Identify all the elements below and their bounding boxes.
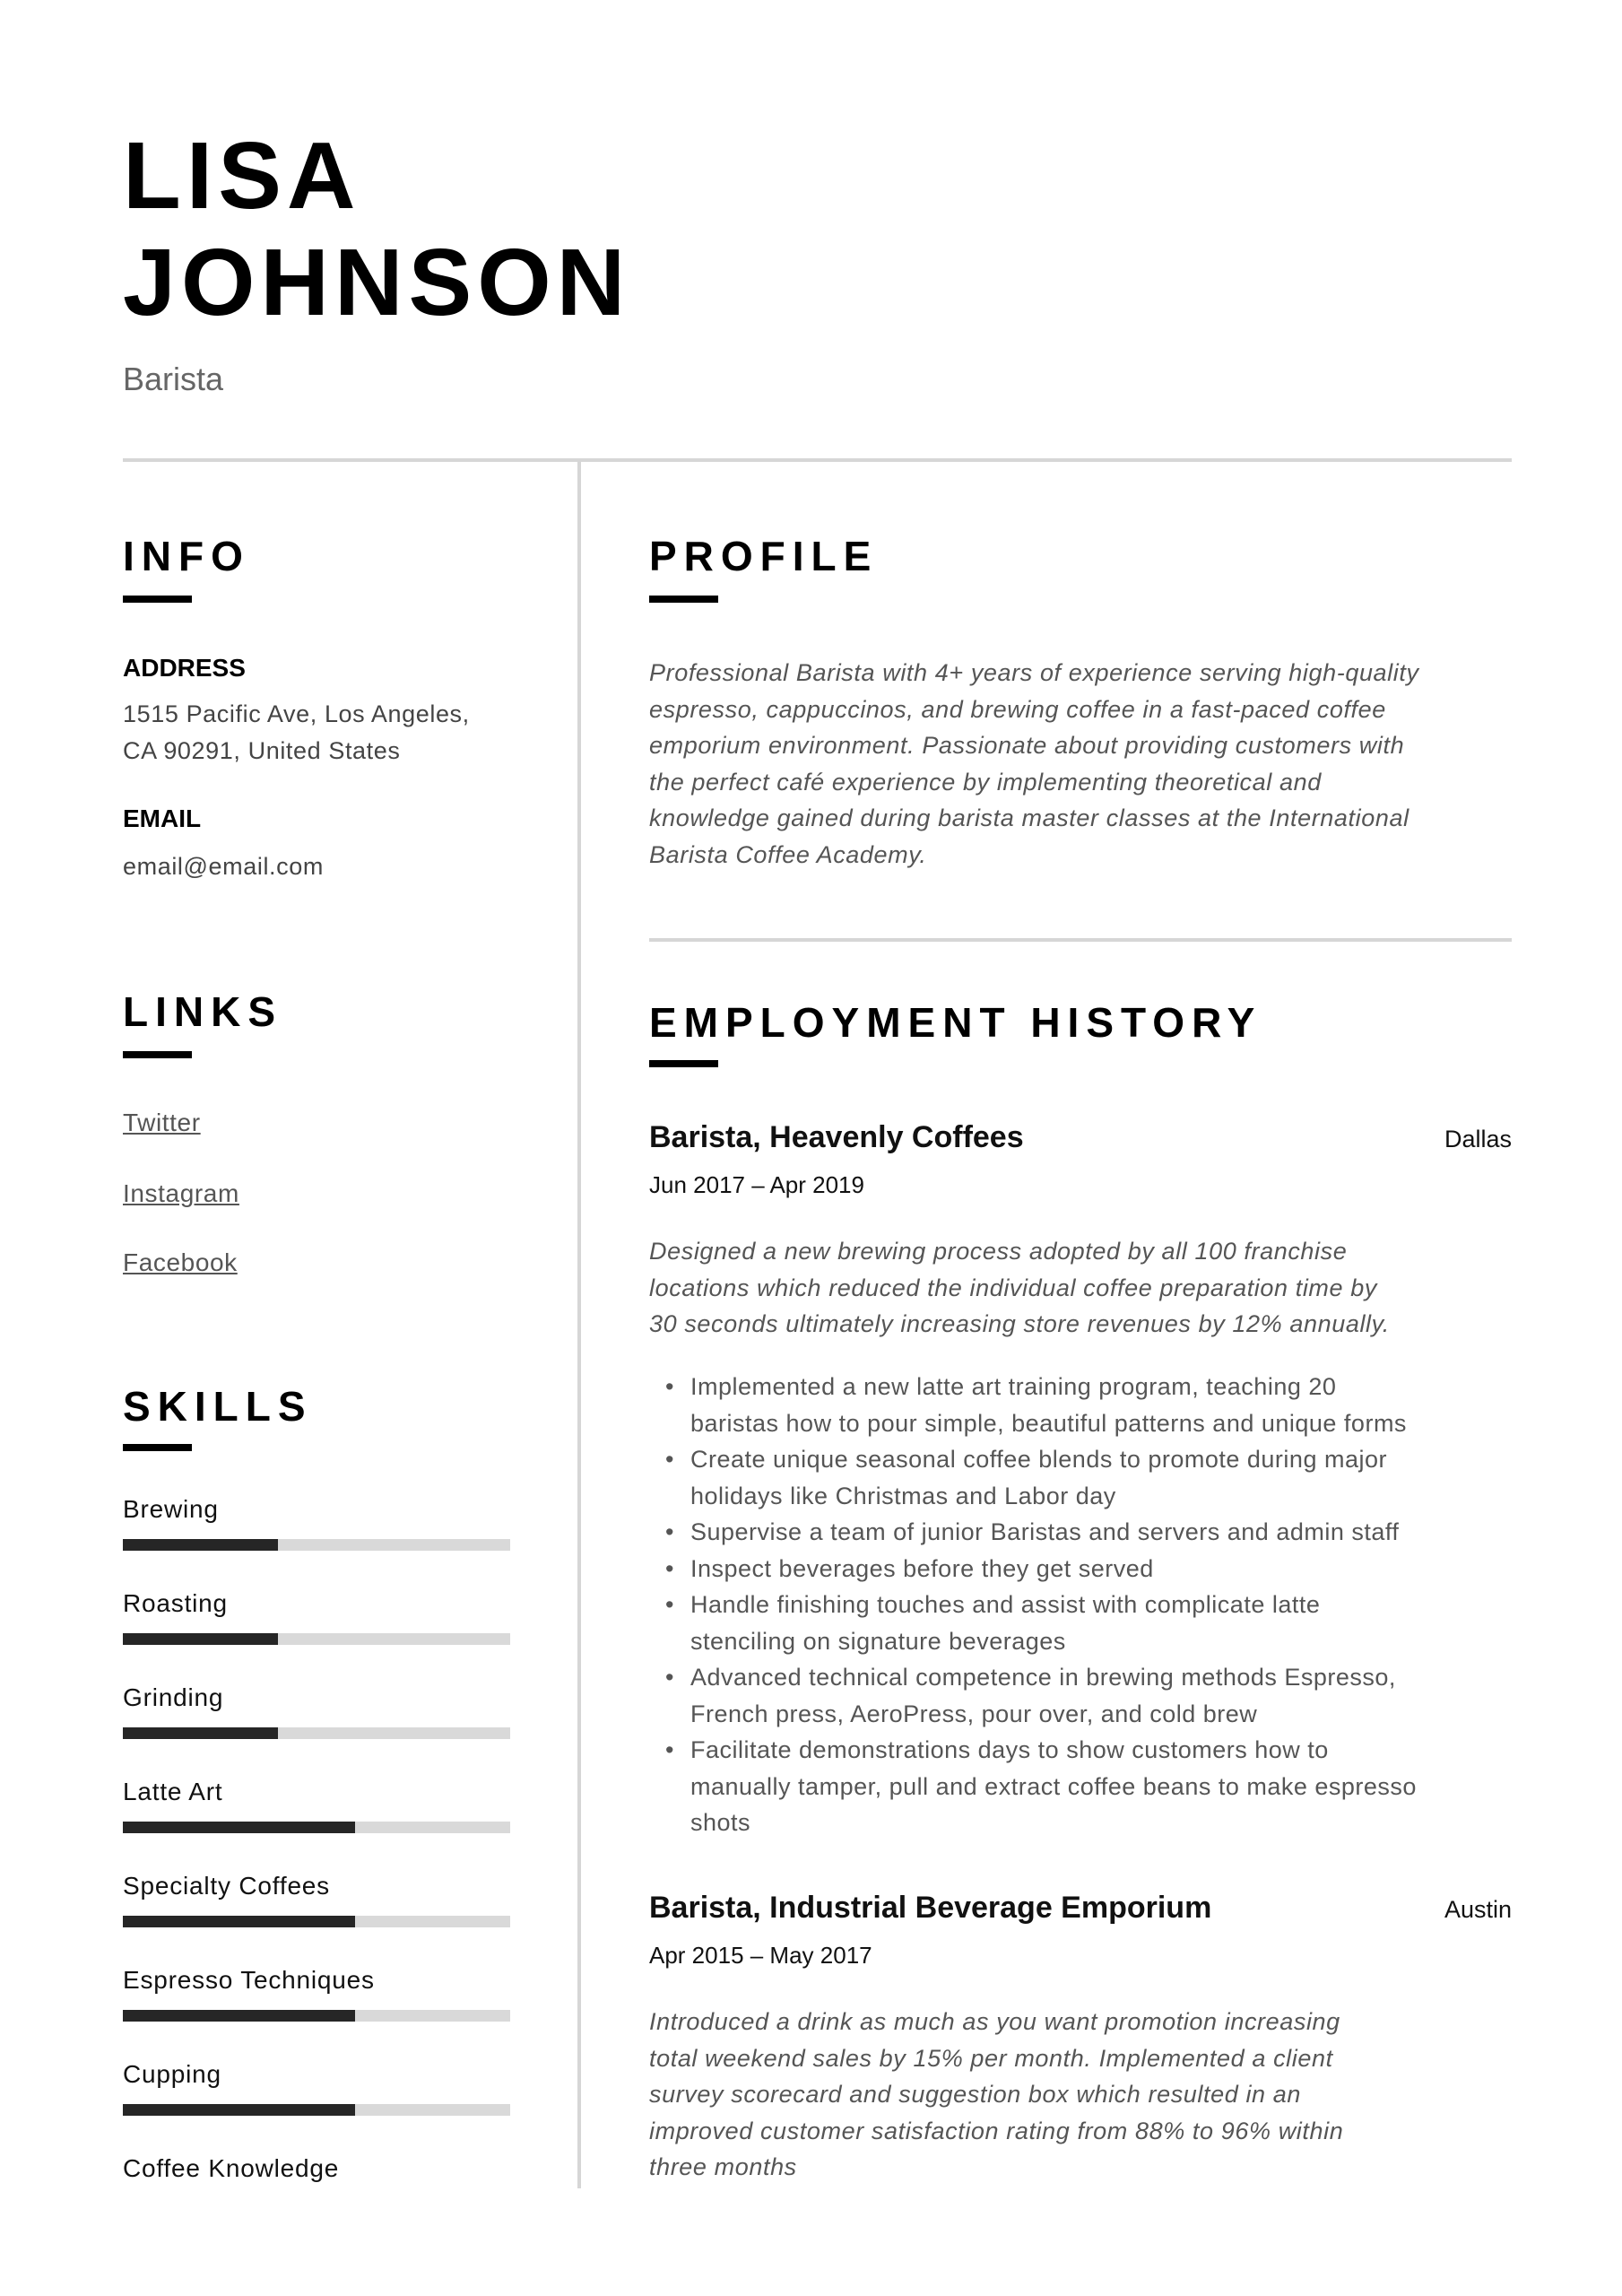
skill-level-bar xyxy=(123,1539,510,1551)
job-dates: Jun 2017 – Apr 2019 xyxy=(649,1171,864,1198)
skill-level-bar xyxy=(123,1822,510,1833)
skill-label: Brewing xyxy=(123,1495,219,1523)
email-value[interactable]: email@email.com xyxy=(123,853,324,880)
bullet-icon: • xyxy=(665,1736,674,1763)
bullet-line: Create unique seasonal coffee blends to promote during major xyxy=(690,1446,1387,1473)
skill-label: Latte Art xyxy=(123,1778,223,1805)
bullet-icon: • xyxy=(665,1446,674,1473)
bullet-item xyxy=(649,1732,1512,1841)
bullet-item xyxy=(649,1514,1512,1551)
profile-line: Professional Barista with 4+ years of experience serving high-quality xyxy=(649,659,1419,686)
address-line: CA 90291, United States xyxy=(123,737,401,764)
bullet-line: baristas how to pour simple, beautiful patterns and unique forms xyxy=(690,1409,1407,1437)
bullet-line: Advanced technical competence in brewing methods Espresso, xyxy=(690,1664,1396,1691)
skill-level-bar xyxy=(123,1633,510,1645)
links-heading: LINKS xyxy=(123,988,282,1035)
job-role: Barista xyxy=(123,361,224,397)
job-bullets xyxy=(649,1369,1512,1841)
bullet-icon: • xyxy=(665,1518,674,1545)
skill-level-fill xyxy=(123,1633,278,1645)
profile-summary xyxy=(649,655,1419,873)
profile-line: emporium environment. Passionate about providing customers with xyxy=(649,732,1405,759)
skill-level-fill xyxy=(123,1727,278,1739)
links-underline xyxy=(123,1051,192,1058)
address-value xyxy=(123,696,470,770)
skill-label: Grinding xyxy=(123,1683,224,1711)
bullet-item xyxy=(649,1659,1512,1732)
skills-heading: SKILLS xyxy=(123,1383,313,1430)
job-summary-line: survey scorecard and suggestion box which resulted in an xyxy=(649,2081,1301,2108)
name-first: LISA xyxy=(123,123,361,229)
job-title: Barista, Industrial Beverage Emporium xyxy=(649,1891,1212,1925)
skill-label: Coffee Knowledge xyxy=(123,2154,340,2182)
bullet-line: stenciling on signature beverages xyxy=(690,1627,1066,1655)
email-label: EMAIL xyxy=(123,804,202,832)
bullet-line: Handle finishing touches and assist with complicate latte xyxy=(690,1591,1321,1618)
bullet-item xyxy=(649,1369,1512,1441)
header-divider xyxy=(123,458,1512,462)
bullet-line: Facilitate demonstrations days to show customers how to xyxy=(690,1736,1329,1763)
bullet-icon: • xyxy=(665,1373,674,1400)
skill-level-bar xyxy=(123,1727,510,1739)
profile-line: the perfect café experience by implementing theoretical and xyxy=(649,768,1322,796)
job-dates: Apr 2015 – May 2017 xyxy=(649,1942,872,1969)
skill-label: Specialty Coffees xyxy=(123,1872,330,1900)
job-title: Barista, Heavenly Coffees xyxy=(649,1120,1024,1154)
bullet-icon: • xyxy=(665,1664,674,1691)
link-twitter[interactable]: Twitter xyxy=(123,1109,201,1136)
bullet-icon: • xyxy=(665,1554,674,1582)
skill-label: Espresso Techniques xyxy=(123,1966,375,1994)
job-summary xyxy=(649,2004,1343,2186)
skill-level-fill xyxy=(123,1539,278,1551)
profile-heading: PROFILE xyxy=(649,533,879,579)
job-city: Dallas xyxy=(1444,1126,1512,1152)
employment-underline xyxy=(649,1060,718,1067)
profile-line: knowledge gained during barista master classes at the International xyxy=(649,804,1409,831)
profile-line: Barista Coffee Academy. xyxy=(649,840,927,868)
job-summary-line: Designed a new brewing process adopted by all 100 franchise xyxy=(649,1238,1348,1265)
job-summary-line: locations which reduced the individual coffee preparation time by xyxy=(649,1274,1377,1301)
bullet-line: holidays like Christmas and Labor day xyxy=(690,1482,1116,1509)
bullet-item xyxy=(649,1587,1512,1659)
skill-label: Roasting xyxy=(123,1589,228,1617)
bullet-line: French press, AeroPress, pour over, and cold brew xyxy=(690,1700,1258,1727)
skill-label: Cupping xyxy=(123,2060,221,2088)
skills-underline xyxy=(123,1444,192,1451)
job-summary xyxy=(649,1233,1390,1343)
link-instagram[interactable]: Instagram xyxy=(123,1179,239,1207)
profile-line: espresso, cappuccinos, and brewing coffee in a fast-paced coffee xyxy=(649,695,1386,723)
skill-level-bar xyxy=(123,2104,510,2116)
info-underline xyxy=(123,596,192,603)
profile-underline xyxy=(649,596,718,603)
bullet-line: Inspect beverages before they get served xyxy=(690,1554,1154,1582)
info-heading: INFO xyxy=(123,533,250,579)
skill-level-bar xyxy=(123,2010,510,2022)
bullet-item xyxy=(649,1441,1512,1514)
job-summary-line: total weekend sales by 15% per month. Implemented a client xyxy=(649,2044,1333,2072)
bullet-item xyxy=(649,1551,1512,1587)
employment-heading: EMPLOYMENT HISTORY xyxy=(649,999,1262,1046)
skill-level-fill xyxy=(123,2010,355,2022)
skill-level-bar xyxy=(123,1916,510,1927)
bullet-line: manually tamper, pull and extract coffee beans to make espresso xyxy=(690,1772,1417,1800)
link-facebook[interactable]: Facebook xyxy=(123,1248,238,1276)
job-summary-line: 30 seconds ultimately increasing store revenues by 12% annually. xyxy=(649,1310,1390,1337)
bullet-line: Implemented a new latte art training program, teaching 20 xyxy=(690,1373,1337,1400)
address-label: ADDRESS xyxy=(123,654,246,682)
name-last: JOHNSON xyxy=(123,230,631,335)
job-summary-line: Introduced a drink as much as you want promotion increasing xyxy=(649,2008,1340,2035)
skill-level-fill xyxy=(123,1916,355,1927)
profile-divider xyxy=(649,938,1512,942)
column-divider xyxy=(577,460,581,2188)
skill-level-fill xyxy=(123,1822,355,1833)
address-line: 1515 Pacific Ave, Los Angeles, xyxy=(123,700,470,727)
bullet-line: Supervise a team of junior Baristas and servers and admin staff xyxy=(690,1518,1400,1545)
bullet-line: shots xyxy=(690,1809,751,1836)
skill-level-fill xyxy=(123,2104,355,2116)
job-city: Austin xyxy=(1444,1896,1512,1923)
job-summary-line: improved customer satisfaction rating from 88% to 96% within xyxy=(649,2117,1344,2144)
job-summary-line: three months xyxy=(649,2153,797,2180)
bullet-icon: • xyxy=(665,1591,674,1618)
